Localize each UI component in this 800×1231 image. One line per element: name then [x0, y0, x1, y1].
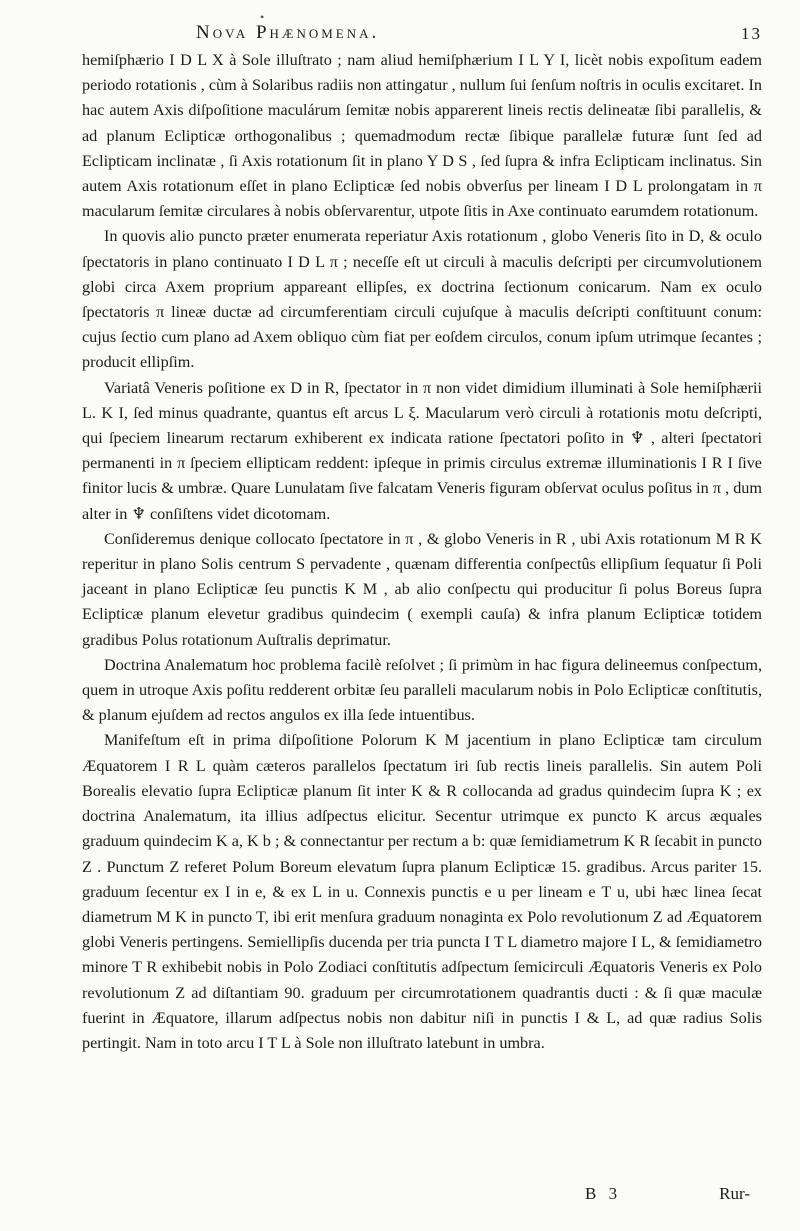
- running-header: [82, 10, 762, 48]
- signature-mark: B 3: [585, 1184, 622, 1203]
- paragraph: Conſideremus denique collocato ſpectatore in π , & globo Veneris in R , ubi Axis rotationum M R K reperitur in plano Solis centrum S pervadente , quænam differentia conſpectûs ellipſium ſequatur ſi Poli jaceant in plano Eclipticæ ſeu punctis K M , ab alio conſpectu qui producitur ſi polus Boreus ſupra Eclipticæ planum elevetur gradibus quindecim ( exempli cauſa) & infra planum Eclipticæ totidem gradibus Polus rotationum Auſtralis deprimatur.: [82, 529, 762, 649]
- header-ornament: •: [260, 10, 267, 24]
- page-footer: [82, 1184, 762, 1206]
- page-number: 13: [741, 24, 762, 43]
- paragraph: In quovis alio puncto præter enumerata reperiatur Axis rotationum , globo Veneris ſito in D, & oculo ſpectatoris in plano continuato I D L π ; neceſſe eſt ut circuli à maculis deſcripti per circumvolutionem globi circa Axem proprium appareant ellipſes, ex doctrina ſectionum conicarum. Nam ex oculo ſpectatoris π lineæ ductæ ad circumferentiam circuli cujuſque à maculis deſcripti conſtituunt conum: cujus ſectio cum plano ad Axem obliquo cùm fiat per eoſdem circulos, conum ipſum utrimque ſecantes ; producit ellipſim.: [82, 227, 762, 372]
- paragraph: Doctrina Analematum hoc problema facilè reſolvet ; ſi primùm in hac figura delineemus conſpectum, quem in utroque Axis poſitu redderent orbitæ ſeu paralleli macularum nobis in Polo Eclipticæ conſtitutis, & planum ejuſdem ad rectos angulos ex illa ſede intuentibus.: [82, 655, 762, 725]
- paragraph: Variatâ Veneris poſitione ex D in R, ſpectator in π non videt dimidium illuminati à Sole hemiſphærii L. K I, ſed minus quadrante, quantus eſt arcus L ξ. Macularum verò circuli à rotationis motu deſcripti, qui ſpeciem linearum rectarum exhiberent ex indicata ratione ſpectatori poſito in ♆ , alteri ſpectatori permanenti in π ſpeciem ellipticam reddent: ipſeque in primis circulus extremæ illuminationis I R I ſive finitor lucis & umbræ. Quare Lunulatam ſive falcatam Veneris figuram obſervat oculus poſitus in π , dum alter in ♆ conſiſtens videt dicotomam.: [82, 378, 762, 523]
- catchword: Rur-: [719, 1184, 750, 1203]
- paragraph: Manifeſtum eſt in prima diſpoſitione Polorum K M jacentium in plano Eclipticæ tam circulum Æquatorem I R L quàm cæteros parallelos ſpectatum iri ſub rectis lineis parallelis. Sin autem Poli Borealis elevatio ſupra Eclipticæ planum ſit inter K & R collocanda ad gradus quindecim ſupra K ; ex doctrina Analematum, ita illius adſpectus elicitur. Secentur utrimque ex puncto K arcus æquales graduum quindecim K a, K b ; & connectantur per rectum a b: quæ ſemidiametrum K R ſecabit in puncto Z . Punctum Z referet Polum Boreum elevatum ſupra planum Eclipticæ 15. gradibus. Arcus pariter 15. graduum ſecentur ex I in e, & ex L in u. Connexis punctis e u per lineam e T u, ubi hæc linea ſecat diametrum M K in puncto T, ibi erit menſura graduum nonaginta ex Polo revolutionum Z ad Æquatorem globi Veneris pertingens. Semiellipſis ducenda per tria puncta I T L diametro majore I L, & ſemidiametro minore T R exhibebit nobis in Polo Zodiaci conſtitutis adſpectum ſemicirculi Æquatoris Veneris ex Polo revolutionum Z ad diſtantiam 90. graduum per circumrotationem quadrantis ducti : & ſi quæ maculæ fuerint in Æquatore, illarum adſpectus nobis non dabitur niſi in punctis I & L, ad quæ radius Solis pertingit. Nam in toto arcu I T L à Sole non illuſtrato latebunt in umbra.: [82, 731, 762, 1052]
- page-body: [82, 48, 762, 1056]
- paragraph: hemiſphærio I D L X à Sole illuſtrato ; nam aliud hemiſphærium I L Y I, licèt nobis expoſitum eadem periodo rotationis , cùm à Solaribus radiis non attingatur , nullum ſui ſenſum noſtris in oculis excitaret. In hac autem Axis diſpoſitione maculárum ſemitæ nobis apparerent lineis rectis delineatæ ſibi parallelis, & ad planum Eclipticæ orthogonalibus ; quemadmodum rectæ ſibique parallelæ futuræ ſunt ſed ad Eclipticam inclinatæ , ſi Axis rotationum ſit in plano Y D S , ſed ſupra & infra Eclipticam inclinatus. Sin autem Axis rotationum eſſet in plano Eclipticæ ſed nobis obverſus per lineam I D L prolongatam in π macularum ſemitæ circulares à nobis obſervarentur, utpote ſitis in Axe continuato earumdem rotationum.: [82, 51, 762, 221]
- running-title: Nova Phænomena.: [196, 22, 380, 43]
